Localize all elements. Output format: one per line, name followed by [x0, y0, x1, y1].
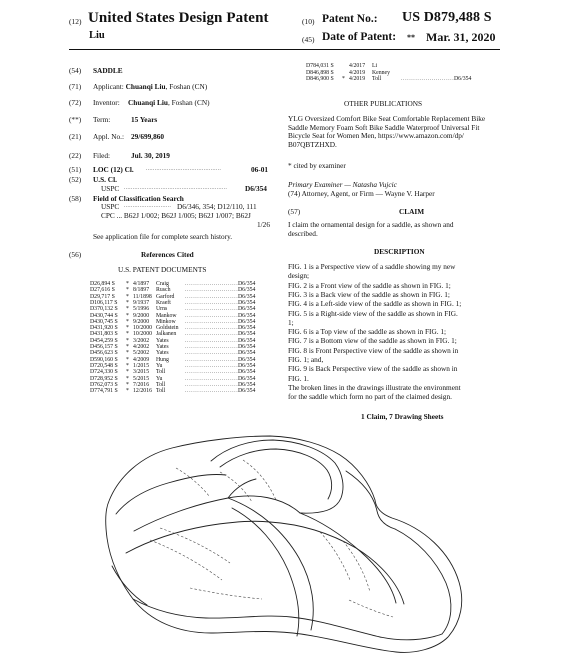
term-label: Term: [93, 115, 111, 124]
reference-star: * [126, 331, 129, 338]
field-57-num: (57) [288, 207, 301, 216]
reference-date: 4/2019 [349, 69, 366, 76]
applicant-name: Chuanqi Liu [125, 82, 166, 91]
reference-class: D6/354 [238, 312, 256, 319]
filed-label: Filed: [93, 151, 111, 160]
reference-name: Kraeft [156, 299, 171, 306]
reference-name: Yates [156, 337, 169, 344]
inventor-place: , Foshan (CN) [167, 98, 210, 107]
description-title: DESCRIPTION [374, 247, 425, 256]
uspc-dots: ........................................................... [124, 186, 228, 191]
appl-no-value: 29/699,860 [131, 132, 165, 141]
reference-doc-number: D724,330 S [90, 369, 118, 376]
reference-leader-dots: .......................... [401, 76, 455, 83]
field-52-num: (52) [69, 175, 82, 184]
description-line: 1; [288, 317, 294, 327]
reference-class: D6/354 [238, 281, 256, 287]
reference-doc-number: D106,117 S [90, 299, 118, 306]
reference-name: Yu [156, 375, 163, 382]
description-line: FIG. 8 is Front Perspective view of the saddle as shown in [288, 345, 459, 355]
us-patent-documents-title: U.S. PATENT DOCUMENTS [118, 265, 207, 274]
reference-doc-number: D590,160 S [90, 356, 118, 363]
header-num-45: (45) [302, 35, 315, 44]
reference-doc-number: D454,259 S [90, 337, 118, 344]
reference-name: Toll [156, 369, 166, 376]
field-21-num: (21) [69, 132, 82, 141]
reference-leader-dots: .......................... [185, 318, 239, 325]
reference-leader-dots: .......................... [185, 306, 239, 313]
header-num-10: (10) [302, 17, 315, 26]
description-line: for the saddle which form no part of the claimed design. [288, 392, 452, 402]
reference-date: 9/1937 [133, 299, 150, 306]
reference-leader-dots: .......................... [185, 293, 239, 300]
reference-star: * [126, 281, 129, 287]
reference-leader-dots: .......................... [185, 299, 239, 306]
field-22-num: (22) [69, 151, 82, 160]
reference-leader-dots: .......................... [185, 350, 239, 357]
reference-leader-dots: .......................... [185, 331, 239, 338]
patent-type-title: United States Design Patent [88, 10, 269, 26]
reference-date: 3/2002 [133, 337, 150, 344]
reference-star: * [126, 344, 129, 350]
reference-star: * [126, 381, 129, 388]
reference-class: D6/354 [238, 375, 256, 382]
reference-star: * [126, 287, 129, 294]
reference-doc-number: D762,073 S [90, 381, 118, 388]
reference-leader-dots: .......................... [185, 369, 239, 376]
reference-doc-number: D26,894 S [90, 281, 115, 287]
field-71-num: (71) [69, 82, 82, 91]
reference-class: D6/354 [238, 318, 256, 325]
patent-no-label: Patent No.: [322, 13, 378, 25]
reference-star: * [126, 337, 129, 344]
reference-class: D6/354 [238, 356, 256, 363]
reference-class: D6/354 [238, 331, 256, 338]
reference-star: * [126, 299, 129, 306]
description-line: design; [288, 271, 310, 281]
search-cpc-line: CPC ... B62J 1/002; B62J 1/005; B62J 1/007; B62J [101, 211, 251, 220]
search-cpc-line-2: 1/26 [257, 220, 270, 229]
reference-doc-number: D784,031 S [306, 63, 334, 69]
search-uspc-value: D6/346, 354; D12/110, 111 [177, 202, 257, 211]
filed-value: Jul. 30, 2019 [131, 151, 170, 160]
reference-name: Rusch [156, 287, 171, 294]
reference-star: * [126, 388, 129, 395]
reference-star: * [126, 362, 129, 369]
reference-date: 4/2002 [133, 344, 150, 350]
reference-date: 12/2016 [133, 388, 153, 395]
reference-leader-dots: .......................... [185, 388, 239, 395]
reference-date: 5/2015 [133, 375, 150, 382]
reference-leader-dots: .......................... [185, 356, 239, 363]
date-stars: ** [407, 33, 415, 42]
description-line: FIG. 3 is a Back view of the saddle as shown in FIG. 1; [288, 289, 450, 299]
reference-class: D6/354 [238, 325, 256, 332]
loc-dots: ........................................... [146, 167, 222, 172]
us-cl-label: U.S. Cl. [93, 175, 117, 184]
cited-by-examiner: * cited by examiner [288, 161, 346, 170]
description-line: FIG. 1; and, [288, 355, 324, 364]
reference-date: 9/2000 [133, 312, 150, 319]
reference-leader-dots: .......................... [185, 381, 239, 388]
applicant-label: Applicant: [93, 82, 124, 91]
reference-class: D6/354 [238, 388, 256, 395]
inventor-name: Chuanqi Liu [128, 98, 168, 107]
reference-doc-number: D456,623 S [90, 350, 118, 357]
reference-star: * [126, 356, 129, 363]
search-history-note: See application file for complete search history. [93, 232, 233, 241]
other-publication-line: Saddle Memory Foam Soft Bike Saddle Waterproof Universal Fit [288, 122, 480, 132]
reference-leader-dots: .......................... [185, 312, 239, 319]
reference-date: 5/2002 [133, 350, 150, 357]
description-line: FIG. 5 is a Right-side view of the saddle as shown in FIG. [288, 308, 458, 318]
reference-class: D6/354 [238, 344, 256, 350]
reference-doc-number: D456,157 S [90, 344, 118, 350]
reference-doc-number: D431,920 S [90, 325, 118, 332]
reference-doc-number: D846,898 S [306, 69, 334, 76]
header-num-12: (12) [69, 17, 82, 26]
claim-line: I claim the ornamental design for a saddle, as shown and [288, 220, 454, 229]
inventor-label: Inventor: [93, 98, 120, 107]
reference-date: 10/2000 [133, 325, 153, 332]
reference-date: 8/1897 [133, 287, 150, 294]
reference-leader-dots: .......................... [185, 375, 239, 382]
reference-name: Craig [156, 281, 169, 287]
search-uspc-dots: ........................... [124, 204, 172, 209]
reference-doc-number: D370,132 S [90, 306, 118, 313]
description-line: FIG. 4 is a Left-side view of the saddle as shown in FIG. 1; [288, 299, 462, 309]
primary-examiner: Primary Examiner — Natasha Vujcic [288, 180, 397, 189]
reference-name: Jalkanen [156, 331, 177, 338]
claim-line: described. [288, 228, 318, 238]
reference-doc-number: D27,616 S [90, 287, 115, 294]
reference-star: * [126, 318, 129, 325]
description-line: FIG. 7 is a Bottom view of the saddle as shown in FIG. 1; [288, 336, 457, 346]
other-publication-line: B07QBTZHXD. [288, 139, 337, 149]
reference-leader-dots: .......................... [185, 287, 239, 294]
reference-name: Yates [156, 350, 169, 357]
reference-name: Garford [156, 293, 175, 300]
reference-date: 7/2016 [133, 381, 150, 388]
reference-class: D6/354 [238, 299, 256, 306]
reference-date: 5/1996 [133, 306, 150, 313]
design-title: SADDLE [93, 66, 123, 75]
term-value: 15 Years [131, 115, 158, 124]
reference-star: * [126, 312, 129, 319]
reference-name: Toll [372, 76, 382, 83]
description-line: FIG. 1. [288, 373, 309, 383]
reference-date: 4/2019 [349, 76, 366, 83]
field-58-num: (58) [69, 194, 82, 203]
date-of-patent: Mar. 31, 2020 [426, 30, 496, 44]
reference-name: Kenney [372, 69, 391, 76]
reference-star: * [126, 293, 129, 300]
field-of-search-label: Field of Classification Search [93, 194, 184, 203]
reference-class: D6/354 [238, 287, 256, 294]
field-term-num: (**) [69, 115, 82, 124]
inventor-surname: Liu [89, 30, 105, 41]
reference-class: D6/354 [238, 293, 256, 300]
reference-doc-number: D431,803 S [90, 331, 118, 338]
other-publications-title: OTHER PUBLICATIONS [344, 99, 423, 108]
loc-value: 06-01 [251, 165, 269, 174]
reference-date: 10/2000 [133, 331, 153, 338]
search-uspc-label: USPC [101, 202, 120, 211]
reference-doc-number: D720,548 S [90, 362, 118, 369]
reference-doc-number: D846,900 S [306, 76, 334, 83]
reference-name: Yates [156, 344, 169, 350]
reference-doc-number: D728,952 S [90, 375, 118, 382]
reference-leader-dots: .......................... [185, 362, 239, 369]
description-line: FIG. 9 is Back Perspective view of the saddle as shown in [288, 364, 458, 374]
references-cited-title: References Cited [141, 250, 194, 259]
reference-date: 4/2017 [349, 63, 366, 69]
reference-date: 9/2000 [133, 318, 150, 325]
reference-doc-number: D430,745 S [90, 318, 118, 325]
reference-name: Mankow [156, 312, 177, 319]
reference-star: * [126, 325, 129, 332]
reference-class: D6/354 [238, 381, 256, 388]
reference-date: 4/2009 [133, 356, 150, 363]
field-54-num: (54) [69, 66, 82, 75]
loc-label: LOC (12) Cl. [93, 165, 134, 174]
reference-name: Urns [156, 306, 168, 313]
other-publication-line: YLG Oversized Comfort Bike Seat Comfortable Replacement Bike [288, 114, 486, 123]
attorney-agent: (74) Attorney, Agent, or Firm — Wayne V. Harper [288, 189, 435, 198]
reference-star: * [126, 306, 129, 313]
reference-date: 4/1897 [133, 281, 150, 287]
field-51-num: (51) [69, 165, 82, 174]
reference-doc-number: D29,717 S [90, 293, 115, 300]
claims-drawing-sheets: 1 Claim, 7 Drawing Sheets [361, 412, 444, 421]
reference-name: Li [372, 63, 378, 69]
other-publication-line: Bicycle Seat for Women Men, https://www.amazon.com/dp/ [288, 131, 464, 141]
reference-star: * [126, 369, 129, 376]
reference-star: * [126, 350, 129, 357]
applicant-place: , Foshan (CN) [165, 82, 208, 91]
reference-class: D6/354 [238, 362, 256, 369]
reference-class: D6/354 [238, 337, 256, 344]
reference-doc-number: D774,791 S [90, 388, 118, 395]
reference-name: Hung [156, 356, 169, 363]
reference-leader-dots: .......................... [185, 281, 239, 287]
description-line: FIG. 1 is a Perspective view of a saddle showing my new [288, 262, 456, 271]
reference-date: 3/2015 [133, 369, 150, 376]
reference-date: 1/2015 [133, 362, 150, 369]
date-of-patent-label: Date of Patent: [322, 31, 397, 43]
reference-date: 11/1898 [133, 293, 152, 300]
description-line: FIG. 6 is a Top view of the saddle as shown in FIG. 1; [288, 327, 447, 337]
reference-class: D6/354 [454, 76, 472, 83]
appl-no-label: Appl. No.: [93, 132, 125, 141]
reference-star: * [342, 76, 345, 83]
reference-name: Minkow [156, 318, 176, 325]
claim-title: CLAIM [399, 207, 425, 216]
patent-number: US D879,488 S [402, 10, 492, 25]
description-line: FIG. 2 is a Front view of the saddle as shown in FIG. 1; [288, 280, 451, 290]
reference-leader-dots: .......................... [185, 344, 239, 350]
reference-class: D6/354 [238, 306, 256, 313]
reference-name: Toll [156, 388, 166, 395]
reference-leader-dots: .......................... [185, 337, 239, 344]
reference-star: * [126, 375, 129, 382]
description-line: The broken lines in the drawings illustrate the environment [288, 382, 461, 392]
reference-class: D6/354 [238, 369, 256, 376]
field-72-num: (72) [69, 98, 82, 107]
reference-class: D6/354 [238, 350, 256, 357]
reference-name: Yu [156, 362, 163, 369]
reference-name: Toll [156, 381, 166, 388]
reference-name: Goldstein [156, 325, 179, 332]
field-56-num: (56) [69, 250, 82, 259]
uspc-value: D6/354 [245, 184, 267, 193]
uspc-label: USPC [101, 184, 120, 193]
reference-leader-dots: .......................... [185, 325, 239, 332]
reference-doc-number: D430,744 S [90, 312, 118, 319]
